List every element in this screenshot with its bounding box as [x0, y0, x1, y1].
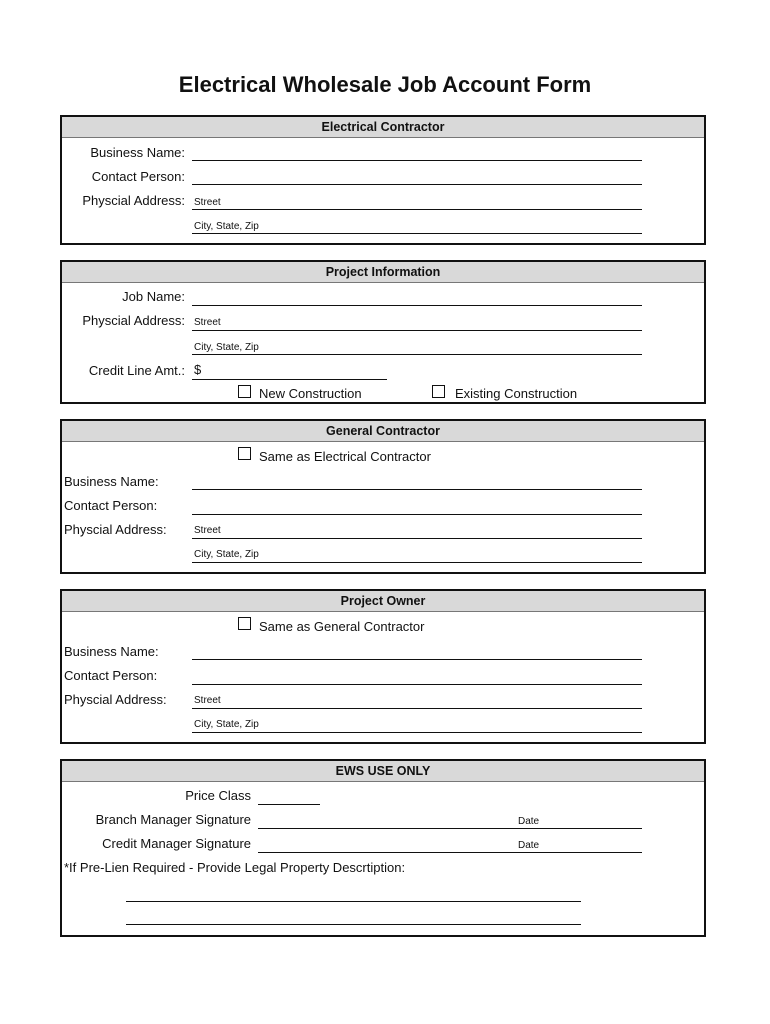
pre-lien-label: *If Pre-Lien Required - Provide Legal Property Descrtiption: [64, 860, 406, 875]
existing-construction-label: Existing Construction [455, 386, 578, 401]
street-hint: Street [194, 525, 221, 536]
section-heading: Project Owner [62, 591, 704, 612]
job-name-field[interactable] [192, 305, 642, 306]
new-construction-checkbox[interactable] [238, 385, 251, 398]
contact-person-label: Contact Person: [91, 169, 185, 184]
business-name-label: Business Name: [64, 474, 159, 489]
price-class-field[interactable] [258, 804, 320, 805]
date-hint: Date [518, 840, 540, 851]
business-name-field[interactable] [192, 489, 642, 490]
city-state-zip-field[interactable] [192, 233, 642, 234]
general-contractor-section [60, 419, 706, 574]
section-heading: Project Information [62, 262, 704, 283]
same-as-electrical-checkbox[interactable] [238, 447, 251, 460]
address-label: Physcial Address: [82, 313, 185, 328]
address-label: Physcial Address: [64, 692, 167, 707]
same-as-electrical-label: Same as Electrical Contractor [259, 449, 431, 464]
credit-manager-label: Credit Manager Signature [102, 836, 251, 851]
contact-person-field[interactable] [192, 514, 642, 515]
business-name-label: Business Name: [64, 644, 159, 659]
price-class-label: Price Class [185, 788, 251, 803]
form-title: Electrical Wholesale Job Account Form [178, 72, 592, 97]
address-label: Physcial Address: [82, 193, 185, 208]
street-hint: Street [194, 317, 221, 328]
city-state-zip-field[interactable] [192, 732, 642, 733]
branch-manager-signature-field[interactable] [258, 828, 642, 829]
currency-symbol: $ [194, 362, 202, 377]
existing-construction-checkbox[interactable] [432, 385, 445, 398]
contact-person-label: Contact Person: [64, 668, 158, 683]
contact-person-field[interactable] [192, 184, 642, 185]
same-as-general-label: Same as General Contractor [259, 619, 425, 634]
city-state-zip-hint: City, State, Zip [194, 221, 259, 232]
electrical-contractor-section [60, 115, 706, 245]
project-owner-section [60, 589, 706, 744]
business-name-label: Business Name: [90, 145, 185, 160]
business-name-field[interactable] [192, 659, 642, 660]
section-heading: General Contractor [62, 421, 704, 442]
street-field[interactable] [192, 209, 642, 210]
legal-description-line-2[interactable] [126, 924, 581, 925]
job-name-label: Job Name: [122, 289, 185, 304]
legal-description-line-1[interactable] [126, 901, 581, 902]
city-state-zip-field[interactable] [192, 562, 642, 563]
address-label: Physcial Address: [64, 522, 167, 537]
branch-manager-label: Branch Manager Signature [95, 812, 251, 827]
ews-use-only-section [60, 759, 706, 937]
credit-manager-signature-field[interactable] [258, 852, 642, 853]
street-field[interactable] [192, 708, 642, 709]
city-state-zip-field[interactable] [192, 354, 642, 355]
city-state-zip-hint: City, State, Zip [194, 342, 259, 353]
contact-person-label: Contact Person: [64, 498, 158, 513]
section-heading: EWS USE ONLY [62, 761, 704, 782]
project-information-section [60, 260, 706, 404]
street-field[interactable] [192, 330, 642, 331]
city-state-zip-hint: City, State, Zip [194, 719, 259, 730]
credit-line-label: Credit Line Amt.: [88, 363, 185, 378]
section-heading: Electrical Contractor [62, 117, 704, 138]
business-name-field[interactable] [192, 160, 642, 161]
credit-line-field[interactable] [192, 379, 387, 380]
same-as-general-checkbox[interactable] [238, 617, 251, 630]
city-state-zip-hint: City, State, Zip [194, 549, 259, 560]
contact-person-field[interactable] [192, 684, 642, 685]
street-hint: Street [194, 197, 221, 208]
street-field[interactable] [192, 538, 642, 539]
new-construction-label: New Construction [259, 386, 362, 401]
date-hint: Date [518, 816, 540, 827]
street-hint: Street [194, 695, 221, 706]
